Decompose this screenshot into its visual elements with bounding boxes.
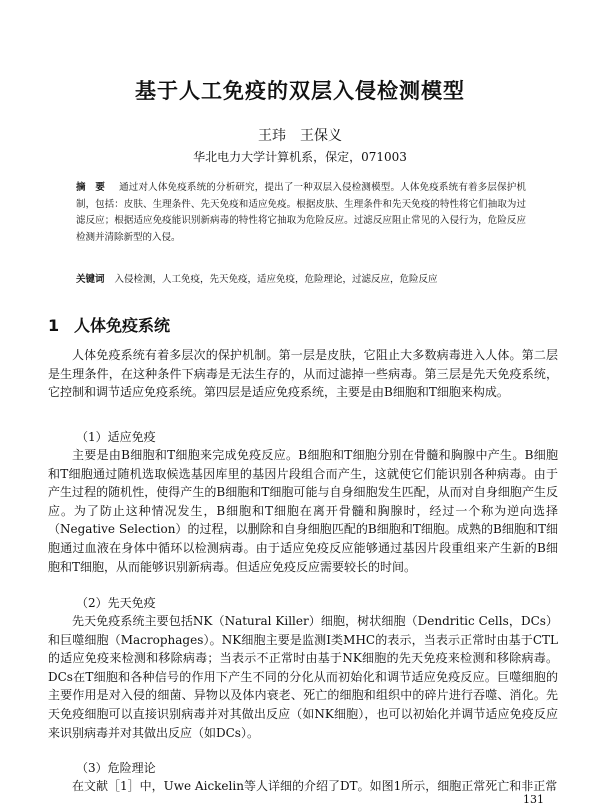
page-number: 131 bbox=[523, 793, 544, 806]
authors: 王玮 王保义 bbox=[258, 128, 342, 144]
abstract-text: 通过对人体免疫系统的分析研究，提出了一种双层入侵检测模型。人体免疫系统有着多层保护机制，包括：皮肤、生理条件、先天免疫和适应免疫。根据皮肤、生理条件和先天免疫的特性将它们抽取为过滤反应；根据适应免疫能识别新病毒的特性将它抽取为危险反应。过滤反应阻止常见的入侵行为，危险反应检测并清除新型的入侵。 bbox=[76, 182, 526, 243]
section-number: 1 bbox=[48, 316, 60, 335]
keywords bbox=[76, 272, 526, 288]
keywords-text: 入侵检测，人工免疫，先天免疫，适应免疫，危险理论，过滤反应，危险反应 bbox=[114, 274, 438, 285]
paragraph-text: 主要是由B细胞和T细胞来完成免疫反应。B细胞和T细胞分别在骨髓和胸腺中产生。B细胞和T细胞通过随机选取候选基因库里的基因片段组合而产生，这就使它们能识别各种病毒。由于产生过程的随机性，使得产生的B细胞和T细胞可能与自身细胞发生匹配，从而对自身细胞产生反应。为了防止这种情况发生，B细胞和T细胞在离开骨髓和胸腺时，经过一个称为逆向选择（Negative Selection）的过程，以删除和自身细胞匹配的B细胞和T细胞。成熟的B细胞和T细胞通过血液在身体中循环以检测病毒。由于适应免疫反应能够通过基因片段重组来产生新的B细胞和T细胞，从而能够识别新病毒。但适应免疫反应需要较长的时间。 bbox=[48, 448, 558, 574]
paper-title: 基于人工免疫的双层入侵检测模型 bbox=[135, 79, 465, 103]
paragraph-text: 先天免疫系统主要包括NK（Natural Killer）细胞，树状细胞（Dendritic Cells，DCs）和巨噬细胞（Macrophages）。NK细胞主要是监测Ⅰ类MHC的表示，当表示正常时由基于CTL的适应免疫来检测和移除病毒；当表示不正常时由基于NK细胞的先天免疫来检测和移除病毒。DCs在T细胞和各种信号的作用下产生不同的分化从而初始化和调节适应免疫反应。巨噬细胞的主要作用是对入侵的细菌、异物以及体内衰老、死亡的细胞和组织中的碎片进行吞噬、消化。先天免疫细胞可以直接识别病毒并对其做出反应（如NK细胞），也可以初始化并调节适应免疫反应来识别病毒并对其做出反应（如DCs）。 bbox=[48, 614, 558, 740]
abstract bbox=[76, 180, 526, 246]
section-heading bbox=[48, 313, 548, 336]
abstract-label: 摘 要 bbox=[76, 182, 106, 193]
affiliation: 华北电力大学计算机系，保定，071003 bbox=[193, 150, 407, 164]
subheading-innate-immunity: （2）先天免疫 bbox=[76, 596, 156, 610]
paragraph-innate-immunity bbox=[48, 612, 558, 742]
subheading-danger-theory: （3）危险理论 bbox=[76, 761, 156, 775]
paragraph-text: 人体免疫系统有着多层次的保护机制。第一层是皮肤，它阻止大多数病毒进入人体。第二层是生理条件，在这种条件下病毒是无法生存的，从而过滤掉一些病毒。第三层是先天免疫系统，它控制和调节适应免疫系统。第四层是适应免疫系统，主要是由B细胞和T细胞来构成。 bbox=[48, 348, 558, 400]
paragraph-overview bbox=[48, 346, 558, 402]
paragraph-danger-theory bbox=[48, 777, 558, 796]
keywords-label: 关键词 bbox=[76, 274, 105, 285]
section-title: 人体免疫系统 bbox=[74, 316, 171, 335]
paragraph-adaptive-immunity bbox=[48, 446, 558, 576]
subheading-adaptive-immunity: （1）适应免疫 bbox=[76, 430, 156, 444]
paragraph-text: 在文献［1］中，Uwe Aickelin等人详细的介绍了DT。如图1所示，细胞正常死亡和非正常 bbox=[72, 779, 558, 793]
